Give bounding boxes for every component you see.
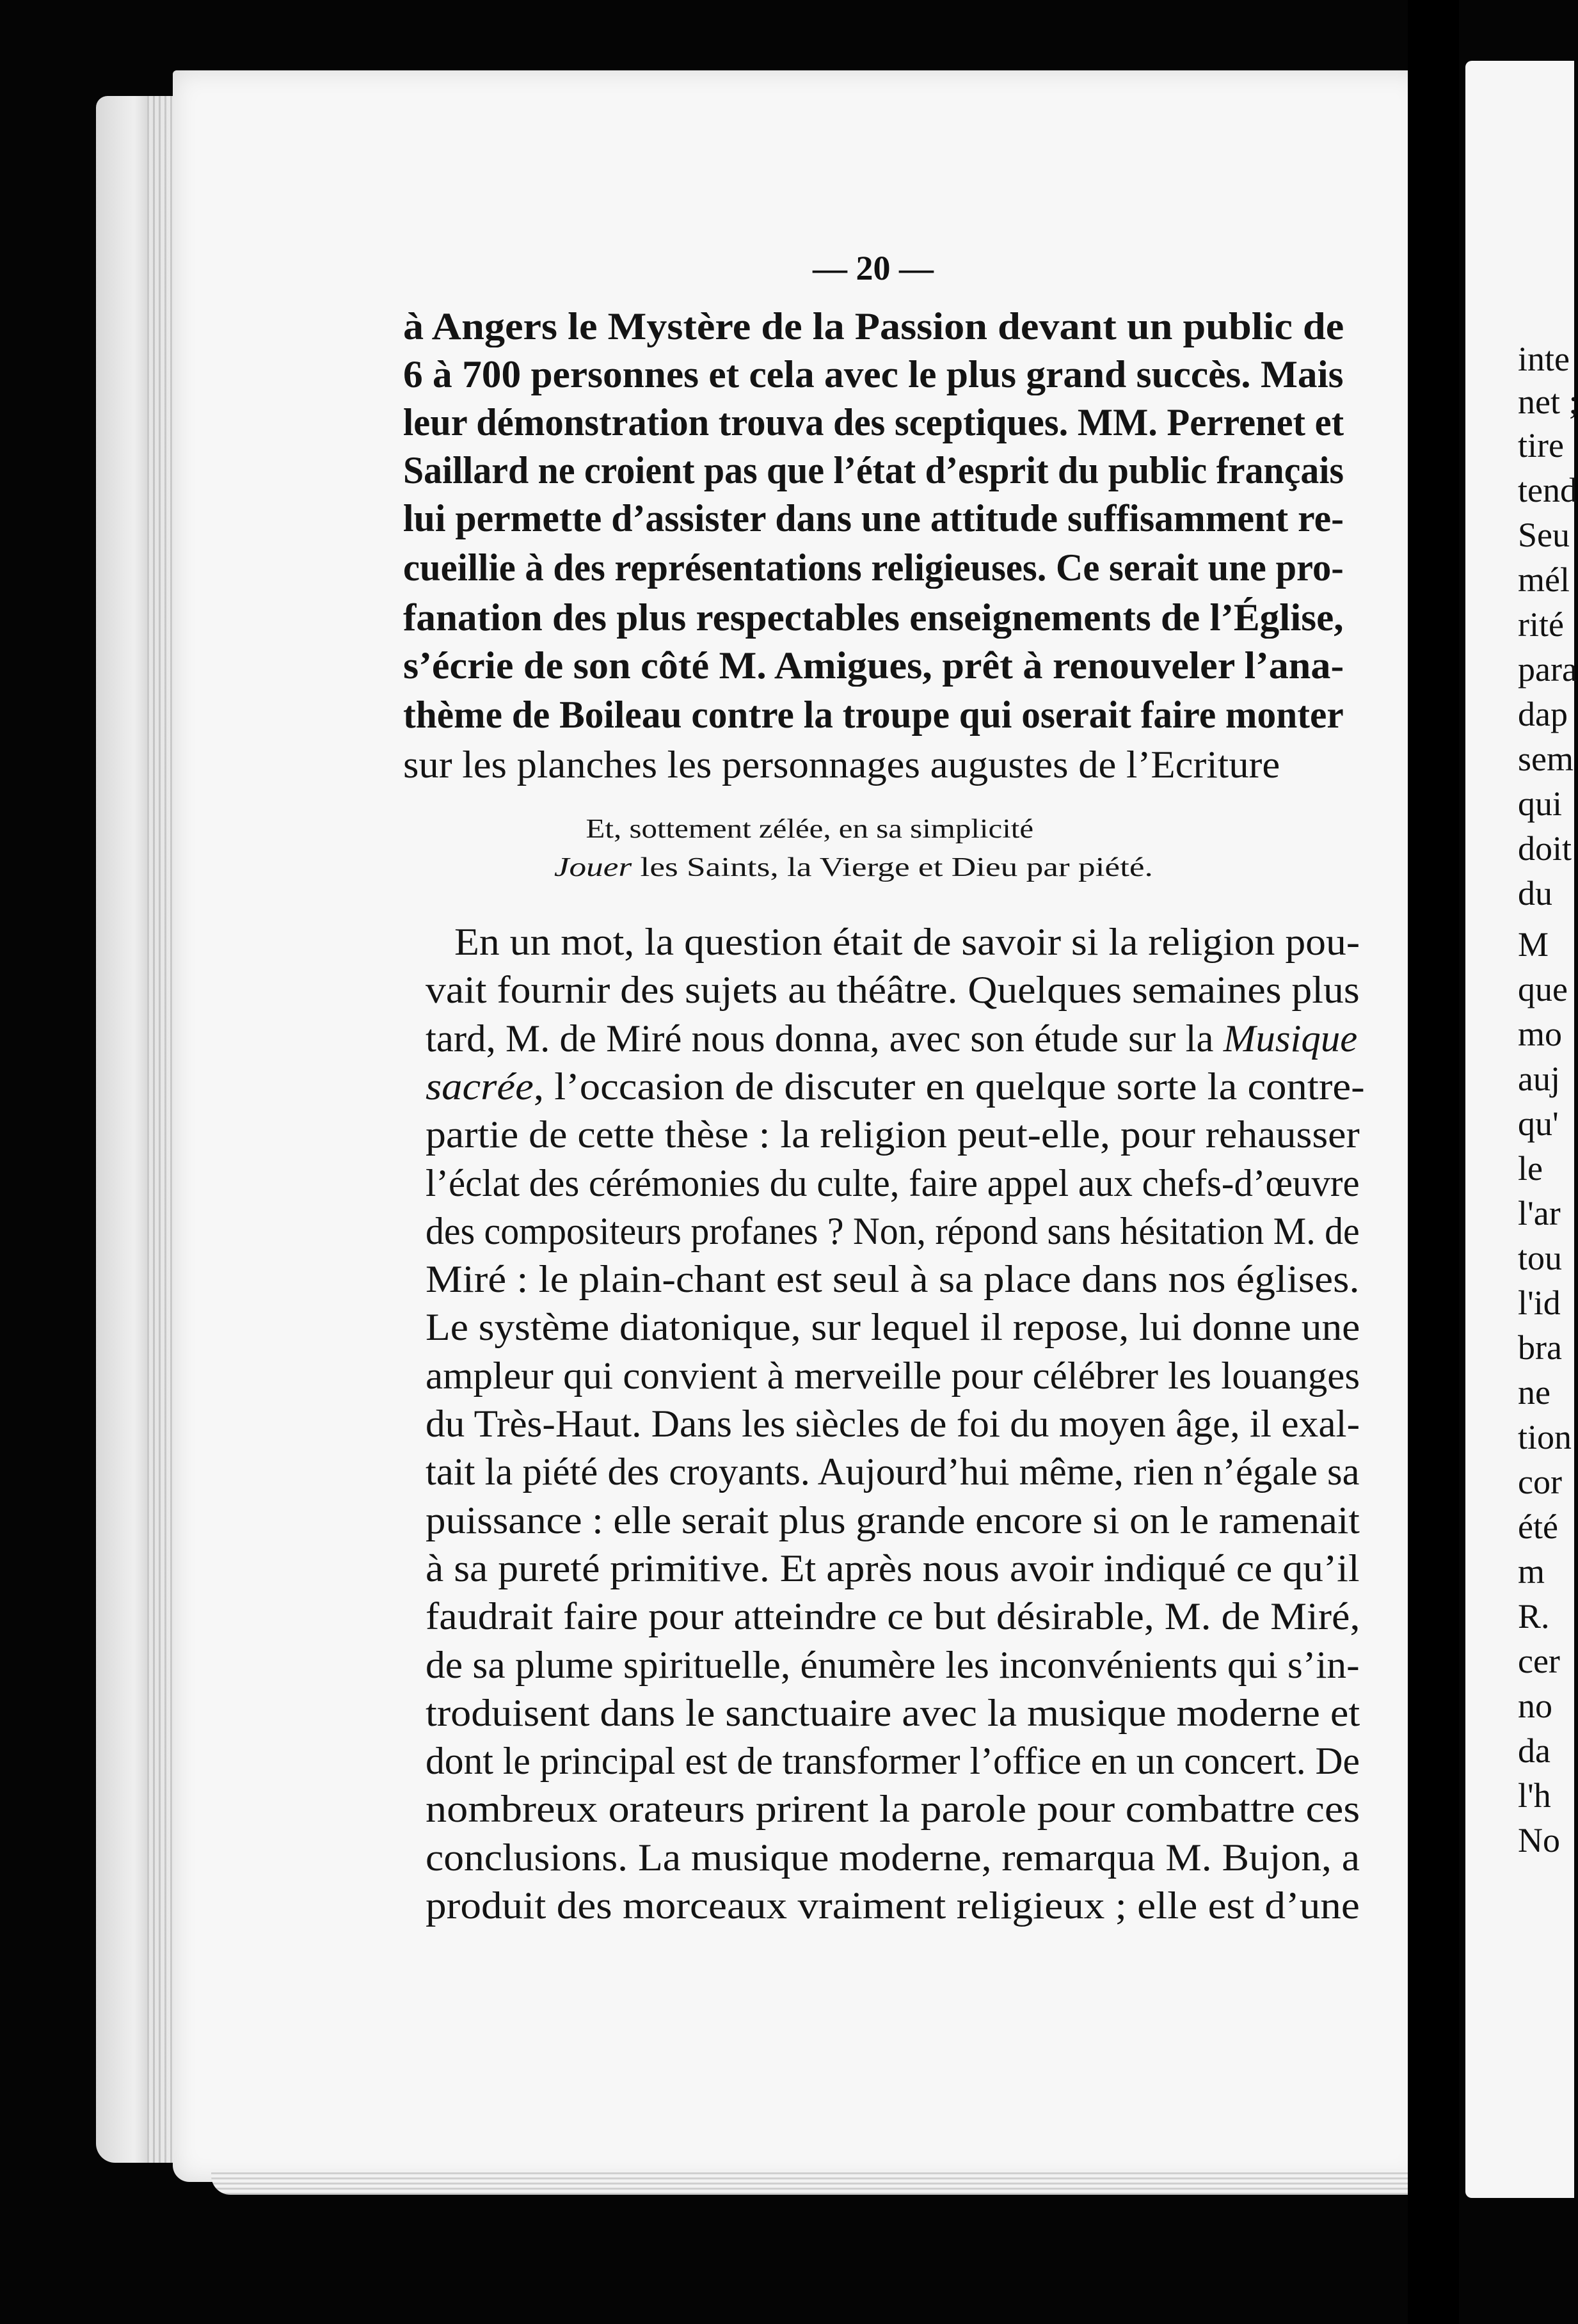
adjacent-text-fragment: R.: [1518, 1597, 1550, 1636]
adjacent-text-fragment: que: [1518, 970, 1568, 1008]
book-gutter: [1408, 0, 1459, 2324]
text-line: sacrée, l’occasion de discuter en quelque sorte la contre-: [426, 1065, 1365, 1108]
adjacent-text-fragment: bra: [1518, 1328, 1562, 1367]
text-line: s’écrie de son côté M. Amigues, prêt à renouveler l’ana-: [403, 644, 1344, 687]
adjacent-text-fragment: du: [1518, 874, 1552, 912]
adjacent-text-fragment: net ;: [1518, 383, 1578, 421]
text-line: Miré : le plain-chant est seul à sa place dans nos églises.: [426, 1258, 1360, 1300]
quote-italic-word: Jouer: [554, 853, 632, 882]
text-line: Le système diatonique, sur lequel il repose, lui donne une: [426, 1306, 1360, 1348]
adjacent-text-fragment: ne: [1518, 1373, 1550, 1412]
adjacent-text-fragment: m: [1518, 1552, 1545, 1591]
adjacent-text-fragment: cor: [1518, 1463, 1562, 1501]
adjacent-text-fragment: Seu: [1518, 516, 1570, 554]
adjacent-text-fragment: été: [1518, 1508, 1558, 1546]
adjacent-text-fragment: mo: [1518, 1015, 1563, 1053]
text-line: cueillie à des représentations religieuses. Ce serait une pro-: [403, 546, 1344, 589]
text-line: sur les planches les personnages augustes de l’Ecriture: [403, 744, 1280, 786]
text-line: lui permette d’assister dans une attitude suffisamment re-: [403, 497, 1344, 539]
text-line: l’éclat des cérémonies du culte, faire appel aux chefs-d’œuvre: [426, 1162, 1360, 1204]
quote-line: Et, sottement zélée, en sa simplicité: [586, 815, 1034, 844]
adjacent-text-fragment: rité: [1518, 605, 1564, 644]
adjacent-text-fragment: l'id: [1518, 1284, 1561, 1322]
text-line: produit des morceaux vraiment religieux ; elle est d’une: [426, 1884, 1360, 1927]
adjacent-text-fragment: inte: [1518, 340, 1570, 378]
quote-line: Jouer les Saints, la Vierge et Dieu par piété.: [554, 853, 1153, 882]
adjacent-text-fragment: tend: [1518, 471, 1577, 509]
text-line: thème de Boileau contre la troupe qui oserait faire monter: [403, 694, 1344, 736]
text-line: Saillard ne croient pas que l’état d’esprit du public français: [403, 449, 1344, 491]
text-line: conclusions. La musique moderne, remarqua M. Bujon, a: [426, 1836, 1360, 1879]
adjacent-text-fragment: para: [1518, 650, 1577, 688]
adjacent-text-fragment: No: [1518, 1821, 1560, 1859]
adjacent-text-fragment: qui: [1518, 784, 1563, 823]
text-line: à Angers le Mystère de la Passion devant un public de: [403, 305, 1344, 347]
adjacent-text-fragment: tire: [1518, 426, 1564, 465]
adjacent-text-fragment: doit: [1518, 829, 1572, 868]
text-line: ampleur qui convient à merveille pour célébrer les louanges: [426, 1355, 1360, 1397]
adjacent-text-fragment: l'h: [1518, 1776, 1551, 1815]
page-bottom-edge: [211, 2169, 1421, 2195]
adjacent-text-fragment: l'ar: [1518, 1194, 1561, 1232]
text-line: leur démonstration trouva des sceptiques. MM. Perrenet et: [403, 401, 1344, 443]
adjacent-text-fragment: tion: [1518, 1418, 1572, 1456]
text-line: puissance : elle serait plus grande encore si on le ramenait: [426, 1499, 1360, 1541]
text-line: vait fournir des sujets au théâtre. Quelques semaines plus: [426, 969, 1360, 1011]
adjacent-text-fragment: no: [1518, 1687, 1552, 1725]
text-line: à sa pureté primitive. Et après nous avoir indiqué ce qu’il: [426, 1547, 1360, 1589]
adjacent-text-fragment: cer: [1518, 1642, 1560, 1680]
adjacent-text-fragment: auj: [1518, 1060, 1560, 1098]
italic-title: sacrée: [426, 1065, 534, 1108]
text-line: tard, M. de Miré nous donna, avec son étude sur la Musique: [426, 1017, 1358, 1060]
adjacent-text-fragment: M: [1518, 925, 1549, 964]
adjacent-text-fragment: mél: [1518, 561, 1570, 599]
text-line: faudrait faire pour atteindre ce but désirable, M. de Miré,: [426, 1595, 1360, 1637]
adjacent-text-fragment: qu': [1518, 1104, 1559, 1143]
adjacent-text-fragment: da: [1518, 1731, 1550, 1770]
text-line: des compositeurs profanes ? Non, répond sans hésitation M. de: [426, 1210, 1360, 1252]
adjacent-text-fragment: le: [1518, 1149, 1543, 1188]
text-line: du Très-Haut. Dans les siècles de foi du moyen âge, il exal-: [426, 1403, 1360, 1445]
text-line: En un mot, la question était de savoir si la religion pou-: [454, 921, 1360, 963]
text-line: tait la piété des croyants. Aujourd’hui même, rien n’égale sa: [426, 1451, 1360, 1493]
text-line: de sa plume spirituelle, énumère les inconvénients qui s’in-: [426, 1644, 1360, 1686]
page-stack-edge: [147, 96, 173, 2163]
adjacent-text-fragment: dap: [1518, 695, 1568, 733]
text-line: dont le principal est de transformer l’office en un concert. De: [426, 1740, 1360, 1782]
text-line: troduisent dans le sanctuaire avec la musique moderne et: [426, 1692, 1360, 1734]
page-number: — 20 —: [813, 249, 934, 287]
text-line: 6 à 700 personnes et cela avec le plus grand succès. Mais: [403, 353, 1344, 395]
italic-title: Musique: [1223, 1017, 1358, 1060]
adjacent-text-fragment: tou: [1518, 1239, 1563, 1277]
text-line: partie de cette thèse : la religion peut-elle, pour rehausser: [426, 1113, 1360, 1156]
text-line: fanation des plus respectables enseignements de l’Église,: [403, 596, 1344, 639]
text-line: nombreux orateurs prirent la parole pour combattre ces: [426, 1788, 1360, 1830]
adjacent-text-fragment: sem: [1518, 740, 1574, 778]
